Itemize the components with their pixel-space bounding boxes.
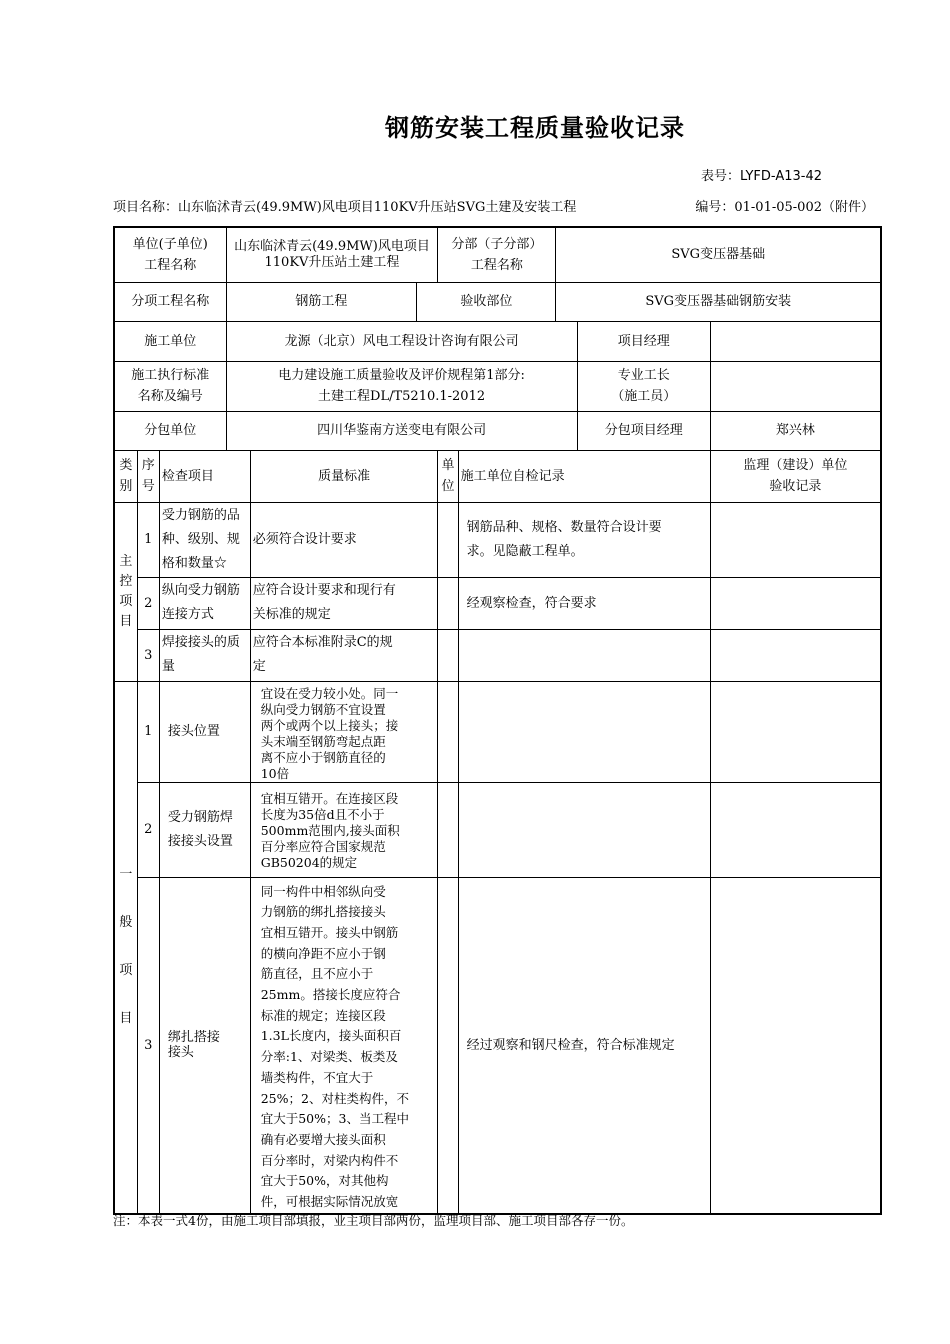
general-label bbox=[114, 681, 137, 1214]
general-3-no: 3 bbox=[137, 877, 159, 1214]
general-3-unit bbox=[438, 877, 458, 1214]
general-1-self-check bbox=[458, 681, 710, 782]
general-3-item-line-2: 接头 bbox=[167, 1045, 194, 1061]
general-1-standard bbox=[250, 681, 438, 782]
general-1-std-line-6: 10倍 bbox=[260, 765, 290, 781]
general-3-item bbox=[159, 877, 250, 1214]
main-3-item-line-2: 量 bbox=[161, 659, 175, 674]
item-label: 分项工程名称 bbox=[114, 282, 226, 321]
general-1-std-line-1: 宜设在受力较小处。同一 bbox=[260, 685, 399, 701]
sub-label-1: 分部（子分部） bbox=[451, 236, 543, 252]
foreman-label-1: 专业工长 bbox=[617, 368, 670, 383]
general-3-std-line-15: 宜大于50%，对其他构 bbox=[260, 1173, 389, 1189]
general-label-char-3: 项 bbox=[119, 963, 133, 979]
pm-label: 项目经理 bbox=[577, 321, 710, 361]
sub-label-2: 工程名称 bbox=[470, 257, 523, 273]
std-value-1: 电力建设施工质量验收及评价规程第1部分: bbox=[278, 368, 525, 383]
main-3-standard bbox=[250, 629, 438, 681]
main-2-self-check: 经观察检查，符合要求 bbox=[458, 577, 710, 629]
main-1-item-line-1: 受力钢筋的品 bbox=[161, 507, 240, 523]
col-category-2: 别 bbox=[119, 479, 133, 494]
col-unit bbox=[438, 450, 458, 502]
col-supervision-1: 监理（建设）单位 bbox=[743, 458, 848, 473]
main-2-item bbox=[159, 577, 250, 629]
general-2-item-line-1: 受力钢筋焊 bbox=[167, 809, 233, 825]
general-1-item: 接头位置 bbox=[159, 681, 250, 782]
col-seq-1: 序 bbox=[141, 458, 155, 473]
main-1-item-line-2: 种、级别、规 bbox=[161, 531, 240, 547]
main-1-item bbox=[159, 502, 250, 577]
general-2-std-line-2: 长度为35倍d且不小于 bbox=[260, 806, 385, 822]
general-3-std-line-16: 件，可根据实际情况放宽 bbox=[260, 1194, 399, 1210]
col-standard: 质量标准 bbox=[250, 450, 438, 502]
contractor-value: 龙源（北京）风电工程设计咨询有限公司 bbox=[226, 321, 577, 361]
main-3-std-line-2: 定 bbox=[252, 659, 266, 674]
column-header-row bbox=[114, 450, 881, 502]
general-3-std-line-9: 分率:1、对梁类、板类及 bbox=[260, 1049, 398, 1065]
col-supervision bbox=[710, 450, 881, 502]
header-row-unit bbox=[114, 227, 881, 282]
general-3-std-line-5: 筋直径，且不应小于 bbox=[260, 966, 374, 982]
foreman-value bbox=[710, 361, 881, 411]
main-control-label bbox=[114, 502, 137, 681]
general-2-std-line-4: 百分率应符合国家规范 bbox=[260, 838, 386, 854]
header-row-subcontract bbox=[114, 411, 881, 450]
unit-label-cell bbox=[114, 227, 226, 282]
main-2-std-line-2: 关标准的规定 bbox=[252, 607, 331, 622]
general-1-supervision bbox=[710, 681, 881, 782]
main-3-item-line-1: 焊接接头的质 bbox=[161, 635, 240, 650]
header-row-contractor bbox=[114, 321, 881, 361]
general-3-std-line-3: 宜相互错开。接头中钢筋 bbox=[260, 924, 399, 940]
unit-value: 山东临沭青云(49.9MW)风电项目110KV升压站土建工程 bbox=[226, 227, 438, 282]
part-label: 验收部位 bbox=[417, 282, 556, 321]
serial-number: 编号：01-01-05-002（附件） bbox=[695, 200, 874, 215]
general-row-2 bbox=[114, 782, 881, 877]
item-value: 钢筋工程 bbox=[226, 282, 417, 321]
general-2-std-line-1: 宜相互错开。在连接区段 bbox=[260, 790, 399, 806]
main-2-std-line-1: 应符合设计要求和现行有 bbox=[252, 583, 396, 598]
page-title: 钢筋安装工程质量验收记录 bbox=[385, 114, 685, 142]
unit-label-1: 单位(子单位) bbox=[132, 236, 208, 252]
main-1-self-check bbox=[458, 502, 710, 577]
sub-pm-value: 郑兴林 bbox=[710, 411, 881, 450]
header-row-item bbox=[114, 282, 881, 321]
general-3-std-line-10: 墙类构件，不宜大于 bbox=[260, 1069, 374, 1085]
col-check-item: 检查项目 bbox=[159, 450, 250, 502]
main-2-supervision bbox=[710, 577, 881, 629]
general-3-item-line-1: 绑扎搭接 bbox=[167, 1030, 220, 1046]
std-label-cell bbox=[114, 361, 226, 411]
general-3-std-line-12: 宜大于50%；3、当工程中 bbox=[260, 1111, 409, 1127]
contractor-label: 施工单位 bbox=[114, 321, 226, 361]
subcontract-value: 四川华鉴南方送变电有限公司 bbox=[226, 411, 577, 450]
footer-note: 注：本表一式4份，由施工项目部填报，业主项目部两份，监理项目部、施工项目部各存一份。 bbox=[113, 1213, 634, 1228]
col-unit-1: 单 bbox=[441, 458, 455, 473]
main-1-supervision bbox=[710, 502, 881, 577]
general-2-unit bbox=[438, 782, 458, 877]
foreman-label-2: （施工员） bbox=[611, 389, 677, 404]
form-number: 表号：LYFD-A13-42 bbox=[700, 169, 822, 184]
general-3-supervision bbox=[710, 877, 881, 1214]
general-2-standard bbox=[250, 782, 438, 877]
main-label-char-4: 目 bbox=[119, 613, 133, 629]
general-3-std-line-7: 标准的规定；连接区段 bbox=[260, 1007, 386, 1023]
std-value-2: 土建工程DL/T5210.1-2012 bbox=[318, 389, 486, 404]
col-supervision-2: 验收记录 bbox=[769, 479, 822, 494]
general-3-std-line-6: 25mm。搭接长度应符合 bbox=[260, 987, 401, 1003]
main-1-self-line-1: 钢筋品种、规格、数量符合设计要 bbox=[466, 519, 662, 535]
col-unit-2: 位 bbox=[441, 479, 455, 494]
general-3-standard bbox=[250, 877, 438, 1214]
header-row-standard bbox=[114, 361, 881, 411]
main-3-item bbox=[159, 629, 250, 681]
col-self-check: 施工单位自检记录 bbox=[458, 450, 710, 502]
col-seq-2: 号 bbox=[141, 479, 155, 494]
general-label-char-4: 目 bbox=[119, 1011, 133, 1027]
pm-value bbox=[710, 321, 881, 361]
general-label-char-2: 般 bbox=[119, 915, 133, 931]
general-1-std-line-3: 两个或两个以上接头；接 bbox=[260, 717, 399, 733]
main-row-1 bbox=[114, 502, 881, 577]
general-3-std-line-14: 百分率时，对梁内构件不 bbox=[260, 1152, 399, 1168]
general-2-std-line-5: GB50204的规定 bbox=[260, 854, 358, 870]
general-1-unit bbox=[438, 681, 458, 782]
general-1-no: 1 bbox=[137, 681, 159, 782]
main-1-item-line-3: 格和数量☆ bbox=[161, 555, 227, 571]
general-2-std-line-3: 500mm范围内,接头面积 bbox=[260, 822, 400, 838]
main-label-char-1: 主 bbox=[119, 553, 133, 569]
general-3-std-line-11: 25%；2、对柱类构件，不 bbox=[260, 1090, 409, 1106]
general-3-self-check: 经过观察和钢尺检查，符合标准规定 bbox=[458, 877, 710, 1214]
general-3-std-line-2: 力钢筋的绑扎搭接接头 bbox=[260, 904, 386, 920]
general-1-std-line-2: 纵向受力钢筋不宜设置 bbox=[260, 701, 386, 717]
general-2-supervision bbox=[710, 782, 881, 877]
general-1-std-line-5: 离不应小于钢筋直径的 bbox=[260, 749, 386, 765]
general-2-self-check bbox=[458, 782, 710, 877]
general-2-item bbox=[159, 782, 250, 877]
std-label-1: 施工执行标准 bbox=[131, 368, 210, 383]
main-2-no: 2 bbox=[137, 577, 159, 629]
general-3-std-line-8: 1.3L长度内，接头面积百 bbox=[260, 1028, 402, 1044]
main-1-no: 1 bbox=[137, 502, 159, 577]
sub-label-cell bbox=[438, 227, 556, 282]
std-label-2: 名称及编号 bbox=[137, 389, 203, 404]
main-1-unit bbox=[438, 502, 458, 577]
inspection-table bbox=[113, 226, 882, 1215]
main-label-char-3: 项 bbox=[119, 593, 133, 609]
general-3-std-line-1: 同一构件中相邻纵向受 bbox=[260, 883, 386, 899]
sub-value: SVG变压器基础 bbox=[556, 227, 881, 282]
main-3-self-check bbox=[458, 629, 710, 681]
main-2-item-line-2: 连接方式 bbox=[161, 607, 214, 622]
part-value: SVG变压器基础钢筋安装 bbox=[556, 282, 881, 321]
col-category bbox=[114, 450, 137, 502]
main-2-standard bbox=[250, 577, 438, 629]
subcontract-label: 分包单位 bbox=[114, 411, 226, 450]
general-label-char-1: 一 bbox=[119, 867, 133, 883]
main-row-3 bbox=[114, 629, 881, 681]
general-3-std-line-4: 的横向净距不应小于钢 bbox=[260, 945, 386, 961]
main-3-unit bbox=[438, 629, 458, 681]
col-category-1: 类 bbox=[119, 458, 133, 473]
std-value-cell bbox=[226, 361, 577, 411]
general-2-no: 2 bbox=[137, 782, 159, 877]
project-name: 项目名称：山东临沭青云(49.9MW)风电项目110KV升压站SVG土建及安装工程 bbox=[113, 200, 577, 215]
foreman-label-cell bbox=[577, 361, 710, 411]
main-2-unit bbox=[438, 577, 458, 629]
general-3-std-line-13: 确有必要增大接头面积 bbox=[260, 1131, 386, 1147]
main-label-char-2: 控 bbox=[119, 573, 133, 589]
general-row-1 bbox=[114, 681, 881, 782]
general-row-3 bbox=[114, 877, 881, 1214]
main-2-item-line-1: 纵向受力钢筋 bbox=[161, 583, 240, 598]
unit-label-2: 工程名称 bbox=[144, 257, 197, 273]
main-3-std-line-1: 应符合本标准附录C的规 bbox=[252, 635, 393, 650]
general-1-std-line-4: 头末端至钢筋弯起点距 bbox=[260, 733, 386, 749]
main-3-supervision bbox=[710, 629, 881, 681]
main-row-2 bbox=[114, 577, 881, 629]
main-1-standard: 必须符合设计要求 bbox=[250, 502, 438, 577]
sub-pm-label: 分包项目经理 bbox=[577, 411, 710, 450]
col-seq bbox=[137, 450, 159, 502]
main-1-self-line-2: 求。见隐蔽工程单。 bbox=[466, 543, 584, 559]
main-3-no: 3 bbox=[137, 629, 159, 681]
general-2-item-line-2: 接接头设置 bbox=[167, 833, 233, 849]
